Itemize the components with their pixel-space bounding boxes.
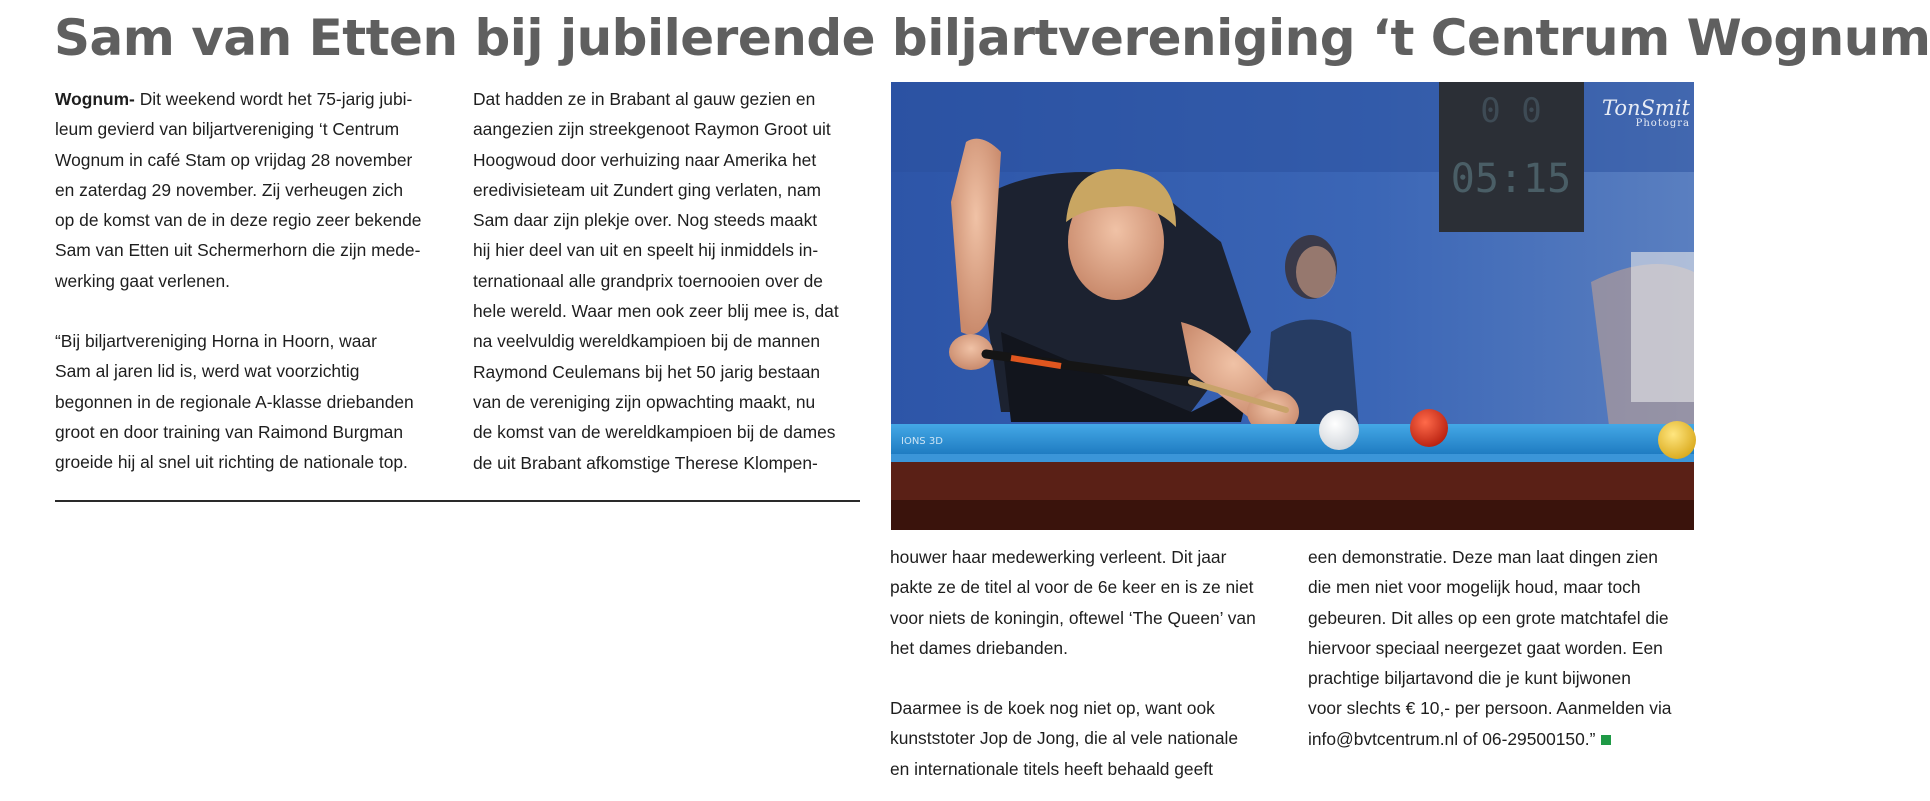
photo-illustration xyxy=(891,82,1694,530)
table-rail xyxy=(891,462,1694,500)
scoreboard-bottom: 05:15 xyxy=(1450,156,1572,202)
article-end-mark xyxy=(1601,735,1611,745)
dateline: Wognum- xyxy=(55,89,135,109)
photographer-watermark: TonSmit Photogra xyxy=(1602,96,1690,129)
headline: Sam van Etten bij jubilerende biljartvereniging ‘t Centrum Wognum xyxy=(54,9,1930,67)
table-cushion xyxy=(891,424,1694,454)
column-3-paragraph-1: houwer haar medewerking verleent. Dit jaar pakte ze de titel al voor de 6e keer en is ze niet voor niets de koningin, oftewel ‘The Queen’ van het dames driebanden. xyxy=(890,547,1256,658)
column-2 xyxy=(473,84,873,478)
column-1 xyxy=(55,84,455,478)
billiards-photo xyxy=(891,82,1694,530)
column-4 xyxy=(1308,542,1708,754)
white-ball xyxy=(1319,410,1359,450)
column-3 xyxy=(890,542,1290,784)
column-3-paragraph-2: Daarmee is de koek nog niet op, want ook kunststoter Jop de Jong, die al vele nationale en internationale titels heeft behaald geeft xyxy=(890,698,1239,779)
scoreboard-top: 0 0 xyxy=(1480,91,1542,131)
section-divider xyxy=(55,500,860,502)
column-4-paragraph-1: een demonstratie. Deze man laat dingen zien die men niet voor mogelijk houd, maar toch gebeuren. Dit alles op een grote matchtafel die hiervoor speciaal neergezet gaat worden. Een prachtige biljartavond die je kunt bijwonen voor slechts € 10,- per persoon. Aanmelden via info@bvtcentrum.nl of 06-29500150.” xyxy=(1308,547,1672,749)
red-ball xyxy=(1410,409,1448,447)
column-1-paragraph-2: “Bij biljartvereniging Horna in Hoorn, waar Sam al jaren lid is, werd wat voorzichtig begonnen in de regionale A-klasse driebanden groot en door training van Raimond Burgman groeide hij al snel uit richting de nationale top. xyxy=(55,331,414,473)
column-2-paragraph-1: Dat hadden ze in Brabant al gauw gezien en aangezien zijn streekgenoot Raymon Groot uit Hoogwoud door verhuizing naar Amerika het eredivisieteam uit Zundert ging verlaten, nam Sam daar zijn plekje over. Nog steeds maakt hij hier deel van uit en speelt hij inmiddels in- ternationaal alle grandprix toernooien over de hele wereld. Waar men ook zeer blij mee is, dat na veelvuldig wereldkampioen bij de mannen Raymond Ceulemans bij het 50 jarig bestaan van de vereniging zijn opwachting maakt, nu de komst van de wereldkampioen bij de dames de uit Brabant afkomstige Therese Klompen- xyxy=(473,89,839,473)
yellow-ball xyxy=(1658,421,1696,459)
table-brand: IONS 3D xyxy=(901,436,943,447)
column-1-paragraph-1: Wognum- Dit weekend wordt het 75-jarig jubi- leum gevierd van biljartvereniging ‘t Centrum Wognum in café Stam op vrijdag 28 november en zaterdag 29 november. Zij verheugen zich op de komst van de in deze regio zeer bekende Sam van Etten uit Schermerhorn die zijn mede- werking gaat verlenen. xyxy=(55,89,422,291)
